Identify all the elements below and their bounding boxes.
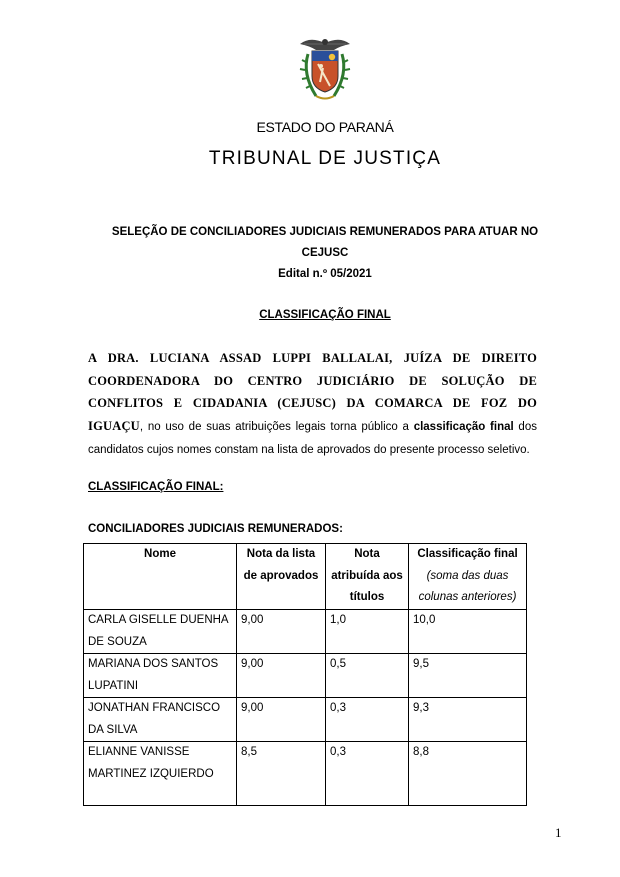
header-list-score: Nota da lista de aprovados — [237, 544, 326, 610]
header-final-note: (soma das duas colunas anteriores) — [418, 569, 517, 603]
cell-title-score: 0,3 — [326, 698, 409, 742]
page-number: 1 — [555, 825, 562, 840]
cell-name: JONATHAN FRANCISCO DA SILVA — [84, 698, 237, 742]
paragraph-text-b: dos candidatos cujos nomes constam na lista de aprovados do presente processo seletivo. — [88, 420, 537, 456]
table-caption: CONCILIADORES JUDICIAIS REMUNERADOS: — [88, 523, 343, 535]
selection-title-line2: CEJUSC — [301, 247, 349, 259]
cell-list-score: 9,00 — [237, 698, 326, 742]
announcement-paragraph — [88, 347, 537, 462]
header-final-label: Classificação final — [417, 548, 518, 560]
cell-final: 9,3 — [409, 698, 527, 742]
header-final — [409, 544, 527, 610]
paragraph-bold-term: classificação final — [413, 420, 514, 433]
header-name: Nome — [84, 544, 237, 610]
selection-title-line1: SELEÇÃO DE CONCILIADORES JUDICIAIS REMUNERADOS PARA ATUAR NO — [111, 226, 539, 238]
judge-statement: A DRA. LUCIANA ASSAD LUPPI BALLALAI, JUÍZA DE DIREITO COORDENADORA DO CENTRO JUDICIÁRIO DE SOLUÇÃO DE CONFLITOS E CIDADANIA (CEJUSC) DA COMARCA DE FOZ DO IGUAÇU — [88, 351, 537, 433]
cell-final: 9,5 — [409, 654, 527, 698]
cell-name: ELIANNE VANISSE MARTINEZ IZQUIERDO — [84, 742, 237, 806]
section-label: CLASSIFICAÇÃO FINAL: — [88, 481, 224, 493]
table-row — [84, 654, 527, 698]
cell-list-score: 9,00 — [237, 654, 326, 698]
cell-list-score: 8,5 — [237, 742, 326, 806]
cell-final: 10,0 — [409, 610, 527, 654]
parana-coat-of-arms-icon — [296, 34, 354, 104]
court-heading: TRIBUNAL DE JUSTIÇA — [208, 148, 442, 169]
cell-list-score: 9,00 — [237, 610, 326, 654]
cell-name: CARLA GISELLE DUENHA DE SOUZA — [84, 610, 237, 654]
selection-title — [88, 222, 562, 285]
cell-title-score: 0,3 — [326, 742, 409, 806]
paragraph-text-a: , no uso de suas atribuições legais torna público a — [139, 420, 414, 433]
table-row — [84, 610, 527, 654]
state-heading: ESTADO DO PARANÁ — [256, 119, 394, 135]
edital-number: Edital n.º 05/2021 — [278, 268, 372, 280]
cell-title-score: 0,5 — [326, 654, 409, 698]
cell-title-score: 1,0 — [326, 610, 409, 654]
table-row — [84, 742, 527, 806]
cell-name: MARIANA DOS SANTOS LUPATINI — [84, 654, 237, 698]
cell-final: 8,8 — [409, 742, 527, 806]
header-title-score: Nota atribuída aos títulos — [326, 544, 409, 610]
final-classification-title: CLASSIFICAÇÃO FINAL — [259, 309, 391, 321]
table-row — [84, 698, 527, 742]
table-header-row — [84, 544, 527, 610]
classification-table — [83, 543, 527, 806]
